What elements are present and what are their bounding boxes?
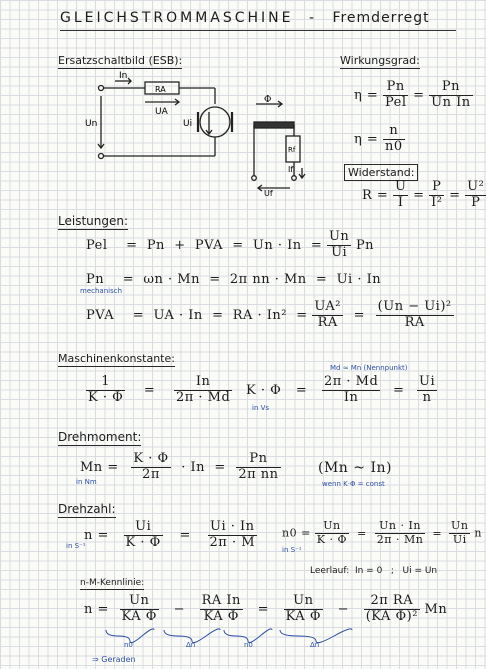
widerstand-formula: R = $\frac{U}{I}$ = $\frac{P}{\text{I²}}$ = $\frac{\text{U²}}{P}$ [362, 179, 485, 210]
fraction: $\frac{Pn}{\text{Pel}}$ [384, 79, 407, 110]
fraction: $\frac{\text{RA In}}{\text{KA Φ}}$ [201, 593, 241, 624]
brace-label-n0: n0 [124, 641, 133, 649]
fraction: $\frac{Un}{Ui}$ [451, 519, 469, 546]
fraction: $\frac{Ui}{n}$ [419, 374, 436, 405]
esb-label-un: Un [85, 119, 98, 129]
fraction: $\frac{\text{(Un − Ui)²}}{RA}$ [377, 299, 452, 330]
mechanisch-note: mechanisch [80, 287, 123, 295]
drehzahl-heading: Drehzahl: [58, 502, 116, 516]
wirkungsgrad-formula-1: η = $\frac{Pn}{\text{Pel}}$ = $\frac{Pn}{\text{Un In}}$ [354, 79, 471, 110]
maschinenkonstante-formula-right: K · Φ = $\frac{2\pi \cdot Md}{In}$ = $\frac{Ui}{n}$ [246, 374, 436, 405]
esb-label-in: In [119, 71, 128, 81]
drehzahl-unit-note-2: in S⁻¹ [282, 546, 302, 554]
geraden-note: ⇒ Geraden [92, 655, 136, 664]
fraction: $\frac{\text{2π RA}}{\text{(KA Φ)²}}$ [365, 593, 418, 624]
esb-label-uf: Uf [264, 189, 273, 198]
maschinenkonstante-formula-left: $\frac{1}{K \cdot \Phi}$ = $\frac{In}{2\pi \cdot Md}$ [88, 374, 231, 405]
leistungen-row-3: PVA = UA · In = RA · In² = $\frac{\text{UA²}}{RA}$ = $\frac{\text{(Un − Ui)²}}{RA}$ [86, 299, 452, 330]
leistungen-row-1: Pel = Pn + PVA = Un · In = $\frac{Un}{Ui}$ Pn [86, 229, 375, 260]
fraction: $\frac{Un \cdot In}{2\pi \cdot Mn}$ [376, 519, 424, 546]
drehzahl-formula-left: n = $\frac{Ui}{K \cdot \Phi}$ = $\frac{Ui \cdot In}{2\pi \cdot M}$ [84, 519, 256, 550]
leerlauf-condition: Leerlauf: In = 0 ; Ui = Un [310, 566, 438, 576]
nennpunkt-note: Md ≈ Mn (Nennpunkt) [330, 364, 408, 372]
fraction: $\frac{Un}{\text{KA Φ}}$ [285, 593, 321, 624]
fraction: $\frac{n}{n0}$ [384, 123, 403, 154]
fraction: $\frac{P}{\text{I²}}$ [431, 179, 443, 210]
brace-label-delta-n-2: Δn [310, 641, 320, 649]
fraction: $\frac{1}{K \cdot \Phi}$ [88, 374, 124, 405]
esb-label-if: If [288, 165, 294, 174]
drehzahl-formula-right: n0 = $\frac{Un}{K \cdot \Phi}$ = $\frac{Un \cdot In}{2\pi \cdot Mn}$ = $\frac{Un}{Ui}$ n [282, 519, 482, 546]
fraction: $\frac{Un}{Ui}$ [328, 229, 350, 260]
page-title: GLEICHSTROMMASCHINE [60, 10, 294, 26]
esb-heading: Ersatzschaltbild (ESB): [58, 54, 183, 67]
fraction: $\frac{2\pi \cdot Md}{In}$ [323, 374, 379, 405]
kennlinie-heading: n-M-Kennlinie: [80, 578, 145, 588]
fraction: $\frac{Pn}{\text{2π nn}}$ [238, 451, 279, 482]
brace-label-delta-n: Δn [186, 641, 196, 649]
esb-label-ua: UA [155, 107, 168, 117]
kennlinie-formula: n = $\frac{Un}{\text{KA Φ}}$ − $\frac{\text{RA In}}{\text{KA Φ}}$ = $\frac{Un}{\text{KA Φ}}$ − $\frac{\text{2π RA}}{\text{(KA Φ)²}}$ Mn [84, 593, 448, 624]
drehzahl-unit-note: in S⁻¹ [66, 542, 86, 550]
drehmoment-proportionality: (Mn ~ In) [318, 460, 392, 476]
leistungen-row-2: Pn = ωn · Mn = 2π nn · Mn = Ui · In [86, 272, 382, 287]
drehmoment-proportionality-note: wenn K·Φ = const [322, 480, 385, 488]
kphi-unit-note: in Vs [252, 404, 270, 412]
drehmoment-heading: Drehmoment: [58, 430, 142, 444]
fraction: $\frac{\text{UA²}}{RA}$ [314, 299, 341, 330]
page-title-row [60, 10, 430, 26]
widerstand-heading: Widerstand: [344, 166, 418, 179]
fraction: $\frac{Ui \cdot In}{2\pi \cdot M}$ [209, 519, 256, 550]
fraction: $\frac{Ui}{K \cdot \Phi}$ [125, 519, 161, 550]
esb-label-phi: Φ [264, 95, 272, 105]
kennlinie-underbraces [104, 628, 404, 642]
wirkungsgrad-formula-2: η = $\frac{n}{n0}$ [354, 123, 403, 154]
maschinenkonstante-heading: Maschinenkonstante: [58, 352, 175, 365]
excitation-circuit-diagram [244, 96, 314, 196]
fraction: $\frac{Pn}{\text{Un In}}$ [431, 79, 471, 110]
esb-label-ra: RA [155, 85, 166, 94]
fraction: $\frac{In}{2\pi \cdot Md}$ [175, 374, 231, 405]
leistungen-heading: Leistungen: [58, 214, 129, 228]
brace-label-n0-2: n0 [244, 641, 253, 649]
fraction: $\frac{K \cdot \Phi}{2\pi}$ [133, 451, 169, 482]
wirkungsgrad-heading: Wirkungsgrad: [340, 54, 420, 67]
fraction: $\frac{Un}{\text{KA Φ}}$ [121, 593, 157, 624]
title-separator: - [308, 10, 317, 26]
drehmoment-unit-note: in Nm [76, 478, 97, 486]
title-underline [60, 30, 456, 31]
drehmoment-formula: Mn = $\frac{K \cdot \Phi}{2\pi}$ · In = $\frac{Pn}{\text{2π nn}}$ [80, 451, 279, 482]
esb-label-rf: Rf [288, 146, 296, 154]
fraction: $\frac{U}{I}$ [394, 179, 407, 210]
fraction: $\frac{\text{U²}}{P}$ [467, 179, 485, 210]
esb-label-ui: Ui [183, 119, 193, 129]
page-subtitle: Fremderregt [332, 10, 430, 26]
fraction: $\frac{Un}{K \cdot \Phi}$ [316, 519, 348, 546]
